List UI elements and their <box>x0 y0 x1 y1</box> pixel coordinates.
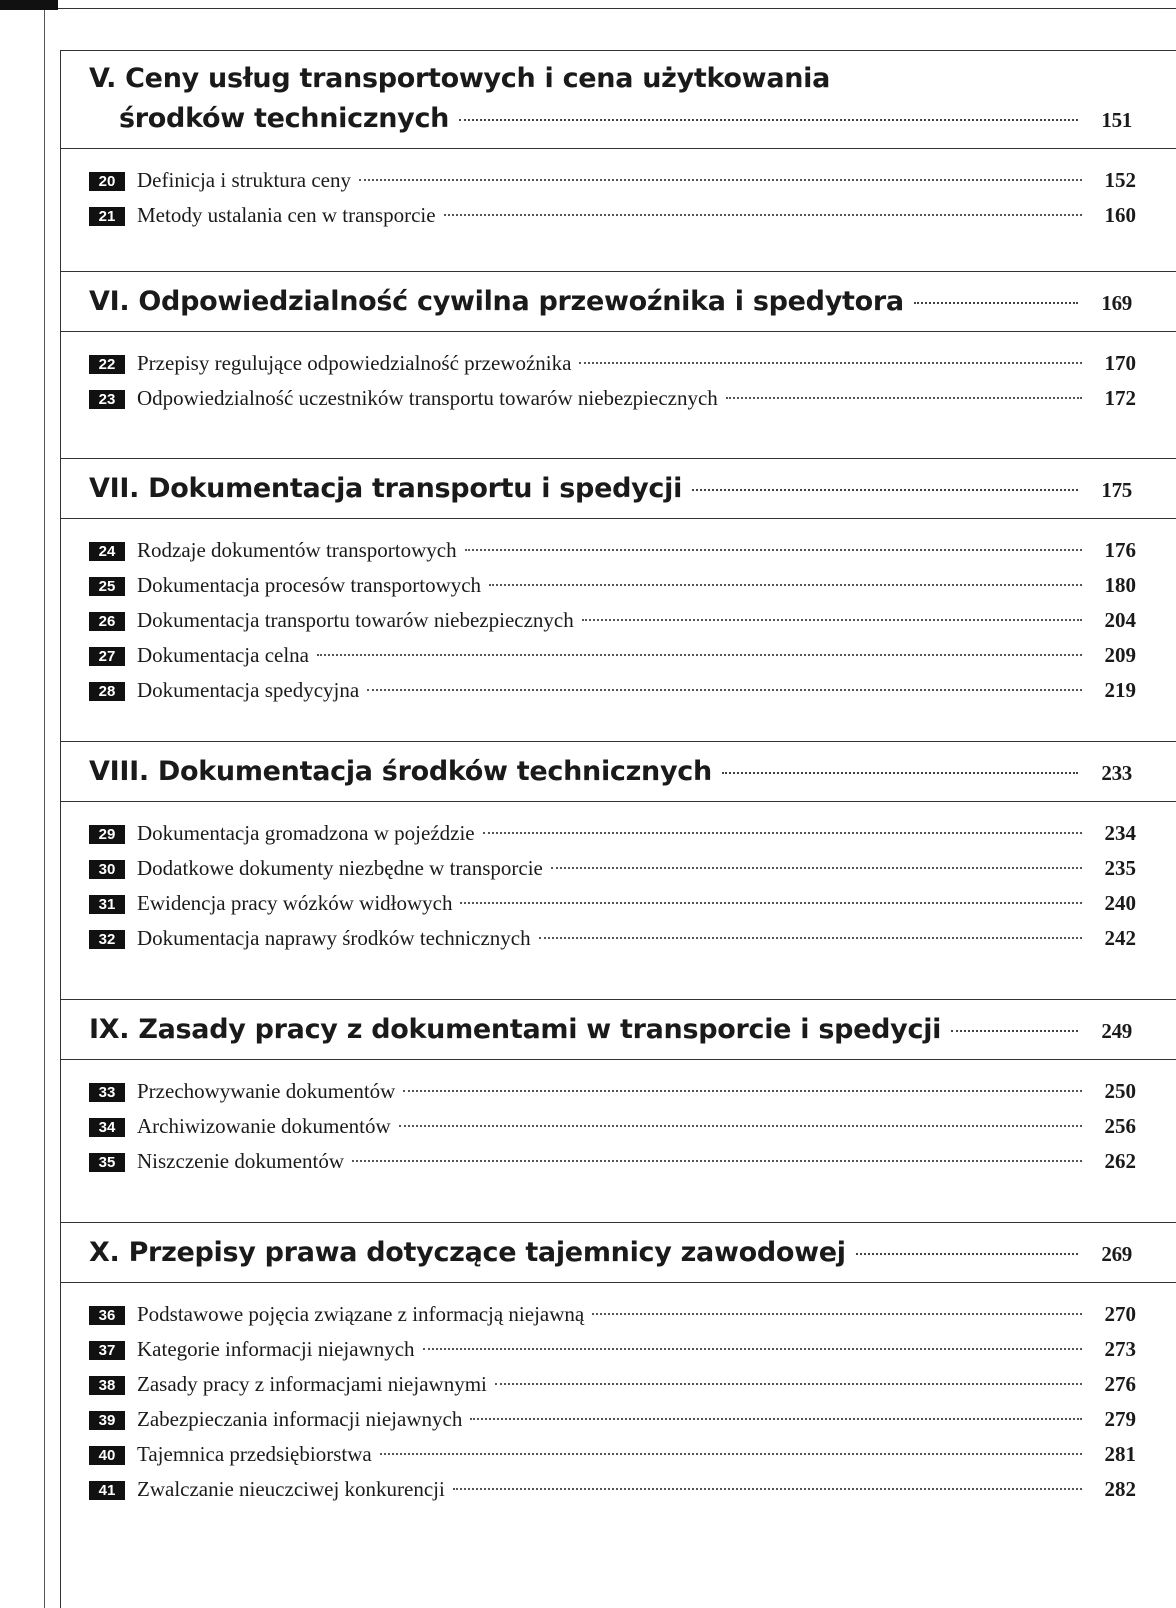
dot-leader <box>444 214 1082 216</box>
chapter-number-badge: 31 <box>89 895 125 914</box>
toc-entry <box>89 1109 1136 1144</box>
section-page-number: 249 <box>1101 1019 1132 1043</box>
top-rule <box>58 8 1176 9</box>
entry-title: Niszczenie dokumentów <box>137 1149 345 1173</box>
toc-section-x <box>61 1222 1176 1527</box>
chapter-number-badge: 32 <box>89 930 125 949</box>
section-heading-line1: V. Ceny usług transportowych i cena użytkowania <box>89 63 831 94</box>
toc-entry <box>89 816 1136 851</box>
toc-entry <box>89 1074 1136 1109</box>
entry-title: Ewidencja pracy wózków widłowych <box>137 891 453 915</box>
dot-leader <box>722 772 1078 774</box>
chapter-number-badge: 33 <box>89 1083 125 1102</box>
chapter-number-badge: 23 <box>89 390 125 409</box>
toc-section-vii <box>61 458 1176 741</box>
section-heading <box>61 999 1176 1060</box>
chapter-number-badge: 40 <box>89 1446 125 1465</box>
entry-title: Tajemnica przedsiębiorstwa <box>137 1442 372 1466</box>
entry-title: Metody ustalania cen w transporcie <box>137 203 436 227</box>
dot-leader <box>489 584 1082 586</box>
section-heading-text: IX. Zasady pracy z dokumentami w transporcie i spedycji <box>89 1014 942 1045</box>
entry-page-number: 209 <box>1104 643 1136 667</box>
toc-entry <box>89 381 1136 416</box>
section-entries <box>61 1283 1176 1527</box>
dot-leader <box>495 1383 1082 1385</box>
chapter-number-badge: 27 <box>89 647 125 666</box>
entry-page-number: 256 <box>1104 1114 1136 1138</box>
dot-leader <box>465 549 1082 551</box>
entry-page-number: 250 <box>1104 1079 1136 1103</box>
section-page-number: 169 <box>1101 291 1132 315</box>
section-entries <box>61 802 1176 999</box>
entry-title: Archiwizowanie dokumentów <box>137 1114 391 1138</box>
entry-title: Dokumentacja transportu towarów niebezpiecznych <box>137 608 574 632</box>
section-page-number: 233 <box>1101 761 1132 785</box>
chapter-number-badge: 34 <box>89 1118 125 1137</box>
entry-title: Zabezpieczania informacji niejawnych <box>137 1407 463 1431</box>
dot-leader <box>582 619 1082 621</box>
entry-title: Dokumentacja procesów transportowych <box>137 573 482 597</box>
entry-page-number: 170 <box>1104 351 1136 375</box>
toc-entry <box>89 638 1136 673</box>
entry-page-number: 270 <box>1104 1302 1136 1326</box>
chapter-number-badge: 30 <box>89 860 125 879</box>
toc-entry <box>89 851 1136 886</box>
entry-page-number: 152 <box>1104 168 1136 192</box>
section-heading <box>61 271 1176 332</box>
section-page-number: 269 <box>1101 1242 1132 1266</box>
toc-entry <box>89 1472 1136 1507</box>
toc-entry <box>89 568 1136 603</box>
entry-page-number: 176 <box>1104 538 1136 562</box>
section-heading <box>61 50 1176 149</box>
toc-frame <box>60 50 1176 1608</box>
entry-title: Dokumentacja spedycyjna <box>137 678 360 702</box>
entry-page-number: 204 <box>1104 608 1136 632</box>
entry-page-number: 279 <box>1104 1407 1136 1431</box>
chapter-number-badge: 39 <box>89 1411 125 1430</box>
section-heading-text: VI. Odpowiedzialność cywilna przewoźnika i spedytora <box>89 286 904 317</box>
dot-leader <box>951 1030 1078 1032</box>
toc-entry <box>89 1144 1136 1179</box>
dot-leader <box>453 1488 1082 1490</box>
dot-leader <box>459 119 1078 121</box>
dot-leader <box>380 1453 1082 1455</box>
dot-leader <box>470 1418 1082 1420</box>
entry-page-number: 273 <box>1104 1337 1136 1361</box>
entry-page-number: 219 <box>1104 678 1136 702</box>
toc-entry <box>89 886 1136 921</box>
toc-section-viii <box>61 741 1176 999</box>
entry-title: Podstawowe pojęcia związane z informacją niejawną <box>137 1302 585 1326</box>
entry-page-number: 180 <box>1104 573 1136 597</box>
chapter-number-badge: 25 <box>89 577 125 596</box>
entry-page-number: 160 <box>1104 203 1136 227</box>
toc-entry <box>89 533 1136 568</box>
section-page-number: 175 <box>1101 478 1132 502</box>
dot-leader <box>317 654 1082 656</box>
dot-leader <box>592 1313 1082 1315</box>
entry-page-number: 240 <box>1104 891 1136 915</box>
entry-title: Odpowiedzialność uczestników transportu towarów niebezpiecznych <box>137 386 718 410</box>
entry-title: Kategorie informacji niejawnych <box>137 1337 415 1361</box>
section-heading-text: VIII. Dokumentacja środków technicznych <box>89 756 712 787</box>
section-entries <box>61 519 1176 741</box>
left-margin-rule <box>44 10 45 1608</box>
entry-page-number: 262 <box>1104 1149 1136 1173</box>
entry-page-number: 235 <box>1104 856 1136 880</box>
entry-title: Rodzaje dokumentów transportowych <box>137 538 457 562</box>
dot-leader <box>692 489 1078 491</box>
dot-leader <box>352 1160 1082 1162</box>
dot-leader <box>399 1125 1082 1127</box>
entry-title: Przepisy regulujące odpowiedzialność przewoźnika <box>137 351 572 375</box>
chapter-number-badge: 21 <box>89 207 125 226</box>
section-heading <box>61 1222 1176 1283</box>
entry-title: Zasady pracy z informacjami niejawnymi <box>137 1372 487 1396</box>
entry-page-number: 282 <box>1104 1477 1136 1501</box>
chapter-number-badge: 37 <box>89 1341 125 1360</box>
toc-entry <box>89 603 1136 638</box>
toc-entry <box>89 673 1136 708</box>
toc-section-ix <box>61 999 1176 1222</box>
section-page-number: 151 <box>1101 108 1132 132</box>
section-entries <box>61 1060 1176 1222</box>
dot-leader <box>483 832 1082 834</box>
toc-section-vi <box>61 271 1176 458</box>
chapter-number-badge: 36 <box>89 1306 125 1325</box>
dot-leader <box>367 689 1082 691</box>
toc-entry <box>89 1332 1136 1367</box>
toc-entry <box>89 921 1136 956</box>
toc-entry <box>89 1367 1136 1402</box>
dot-leader <box>403 1090 1082 1092</box>
dot-leader <box>579 362 1082 364</box>
section-heading <box>61 741 1176 802</box>
entry-title: Dodatkowe dokumenty niezbędne w transporcie <box>137 856 543 880</box>
dot-leader <box>551 867 1082 869</box>
dot-leader <box>856 1253 1078 1255</box>
toc-entry <box>89 346 1136 381</box>
toc-entry <box>89 198 1136 233</box>
section-heading-line2: środków technicznych <box>119 103 450 134</box>
entry-title: Dokumentacja naprawy środków technicznych <box>137 926 531 950</box>
chapter-number-badge: 35 <box>89 1153 125 1172</box>
entry-page-number: 281 <box>1104 1442 1136 1466</box>
toc-entry <box>89 1297 1136 1332</box>
entry-title: Dokumentacja celna <box>137 643 309 667</box>
entry-page-number: 234 <box>1104 821 1136 845</box>
dot-leader <box>726 397 1082 399</box>
entry-title: Dokumentacja gromadzona w pojeździe <box>137 821 475 845</box>
entry-page-number: 242 <box>1104 926 1136 950</box>
dot-leader <box>460 902 1082 904</box>
section-heading <box>61 458 1176 519</box>
chapter-number-badge: 38 <box>89 1376 125 1395</box>
dot-leader <box>423 1348 1082 1350</box>
scan-edge-mark <box>0 0 58 10</box>
section-entries <box>61 149 1176 271</box>
chapter-number-badge: 28 <box>89 682 125 701</box>
entry-title: Przechowywanie dokumentów <box>137 1079 396 1103</box>
chapter-number-badge: 24 <box>89 542 125 561</box>
entry-title: Zwalczanie nieuczciwej konkurencji <box>137 1477 445 1501</box>
chapter-number-badge: 20 <box>89 172 125 191</box>
dot-leader <box>539 937 1082 939</box>
dot-leader <box>359 179 1082 181</box>
entry-page-number: 276 <box>1104 1372 1136 1396</box>
entry-page-number: 172 <box>1104 386 1136 410</box>
toc-section-v <box>61 50 1176 271</box>
section-heading-text: VII. Dokumentacja transportu i spedycji <box>89 473 683 504</box>
section-entries <box>61 332 1176 458</box>
entry-title: Definicja i struktura ceny <box>137 168 351 192</box>
toc-entry <box>89 1437 1136 1472</box>
chapter-number-badge: 26 <box>89 612 125 631</box>
chapter-number-badge: 22 <box>89 355 125 374</box>
chapter-number-badge: 29 <box>89 825 125 844</box>
toc-entry <box>89 163 1136 198</box>
chapter-number-badge: 41 <box>89 1481 125 1500</box>
section-heading-text: X. Przepisy prawa dotyczące tajemnicy zawodowej <box>89 1237 846 1268</box>
dot-leader <box>914 302 1078 304</box>
toc-entry <box>89 1402 1136 1437</box>
